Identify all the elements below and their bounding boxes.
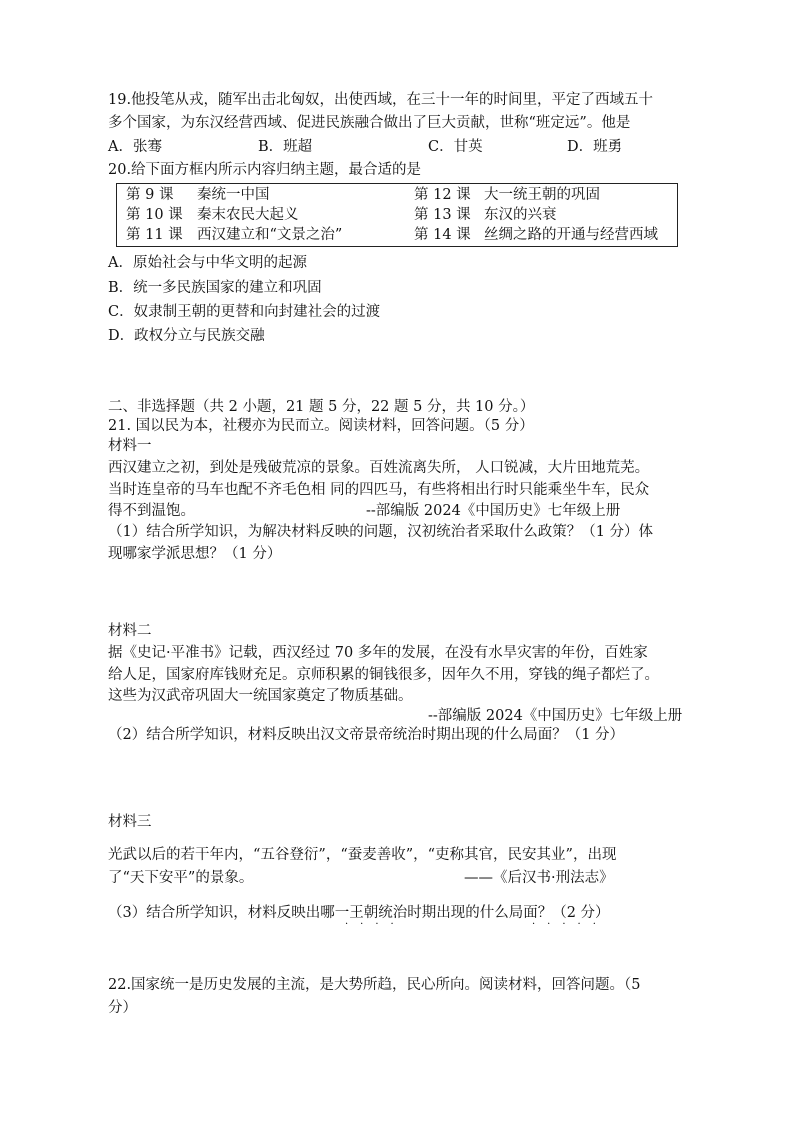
material-1-source: --部编版 2024《中国历史》七年级上册 <box>366 503 621 519</box>
material-1-line: 当时连皇帝的马车也配不齐毛色相 同的四匹马，有些将相出行时只能乘坐牛车，民众 <box>108 482 650 498</box>
q21-sub1-question: （1）结合所学知识，为解决材料反映的问题，汉初统治者采取什么政策？（1 分）体 <box>108 524 654 540</box>
q20-option-c: C．奴隶制王朝的更替和向封建社会的过渡 <box>108 304 381 320</box>
lesson-title: 秦统一中国 <box>197 187 270 203</box>
lesson-title: 大一统王朝的巩固 <box>484 187 600 203</box>
q19-stem-line2: 多个国家，为东汉经营西域、促进民族融合做出了巨大贡献，世称“班定远”。他是 <box>108 115 631 131</box>
q19-option-b: B．班超 <box>258 139 313 155</box>
material-3-source: ——《后汉书·刑法志》 <box>464 870 614 886</box>
material-2-line: 这些为汉武帝巩固大一统国家奠定了物质基础。 <box>108 688 413 704</box>
q21-stem: 21. 国以民为本，社稷亦为民而立。阅读材料，回答问题。（5 分） <box>108 418 534 434</box>
q19-option-d: D．班勇 <box>567 139 623 155</box>
emphasis-dots: ···· <box>345 919 406 930</box>
material-2-line: 给人足，国家府库钱财充足。京师积累的铜钱很多，因年久不用，穿钱的绳子都烂了。 <box>108 667 659 683</box>
material-3-line: 光武以后的若干年内，“五谷登衍”，“蚕麦善收”，“吏称其官，民安其业”，出现 <box>108 847 617 863</box>
lesson-title: 丝绸之路的开通与经营西域 <box>484 227 658 243</box>
lesson-title: 西汉建立和“文景之治” <box>197 227 343 243</box>
lesson-num: 第 13 课 <box>414 207 471 223</box>
section-heading: 二、非选择题（共 2 小题，21 题 5 分，22 题 5 分，共 10 分。） <box>108 399 535 415</box>
material-3-line: 了“天下安平”的景象。 <box>108 870 254 886</box>
q20-stem: 20.给下面方框内所示内容归纳主题，最合适的是 <box>108 162 422 178</box>
q19-option-c: C．甘英 <box>428 139 483 155</box>
material-2-source: --部编版 2024《中国历史》七年级上册 <box>428 708 683 724</box>
lesson-title: 秦末农民大起义 <box>197 207 299 223</box>
material-1-line: 得不到温饱。 <box>108 503 195 519</box>
q19-option-a: A．张骞 <box>108 139 162 155</box>
q21-sub1-question: 现哪家学派思想？（1 分） <box>108 546 282 562</box>
lesson-num: 第 9 课 <box>126 187 174 203</box>
q22-stem-line2: 分） <box>108 1000 137 1016</box>
lesson-num: 第 12 课 <box>414 187 471 203</box>
emphasis-dots: ····· <box>532 919 608 930</box>
q20-option-a: A．原始社会与中华文明的起源 <box>108 255 307 271</box>
material-1-label: 材料一 <box>108 438 152 454</box>
material-2-label: 材料二 <box>108 623 152 639</box>
lesson-table-box <box>116 183 678 247</box>
q21-sub3-question: （3）结合所学知识，材料反映出哪一王朝统治时期出现的什么局面？（2 分） <box>108 905 610 921</box>
q20-option-b: B．统一多民族国家的建立和巩固 <box>108 280 322 296</box>
lesson-num: 第 10 课 <box>126 207 183 223</box>
q21-sub2-question: （2）结合所学知识，材料反映出汉文帝景帝统治时期出现的什么局面？（1 分） <box>108 727 625 743</box>
q19-stem-line1: 19.他投笔从戎，随军出击北匈奴，出使西域，在三十一年的时间里，平定了西域五十 <box>108 92 654 108</box>
lesson-title: 东汉的兴衰 <box>484 207 557 223</box>
lesson-num: 第 14 课 <box>414 227 471 243</box>
material-2-line: 据《史记·平准书》记载，西汉经过 70 多年的发展，在没有水旱灾害的年份，百姓家 <box>108 645 648 661</box>
material-3-label: 材料三 <box>108 814 152 830</box>
lesson-num: 第 11 课 <box>126 227 183 243</box>
q22-stem-line1: 22.国家统一是历史发展的主流，是大势所趋，民心所向。阅读材料，回答问题。（5 <box>108 977 641 993</box>
q20-option-d: D．政权分立与民族交融 <box>108 328 265 344</box>
material-1-line: 西汉建立之初，到处是残破荒凉的景象。百姓流离失所， 人口锐减，大片田地荒芜。 <box>108 460 650 476</box>
